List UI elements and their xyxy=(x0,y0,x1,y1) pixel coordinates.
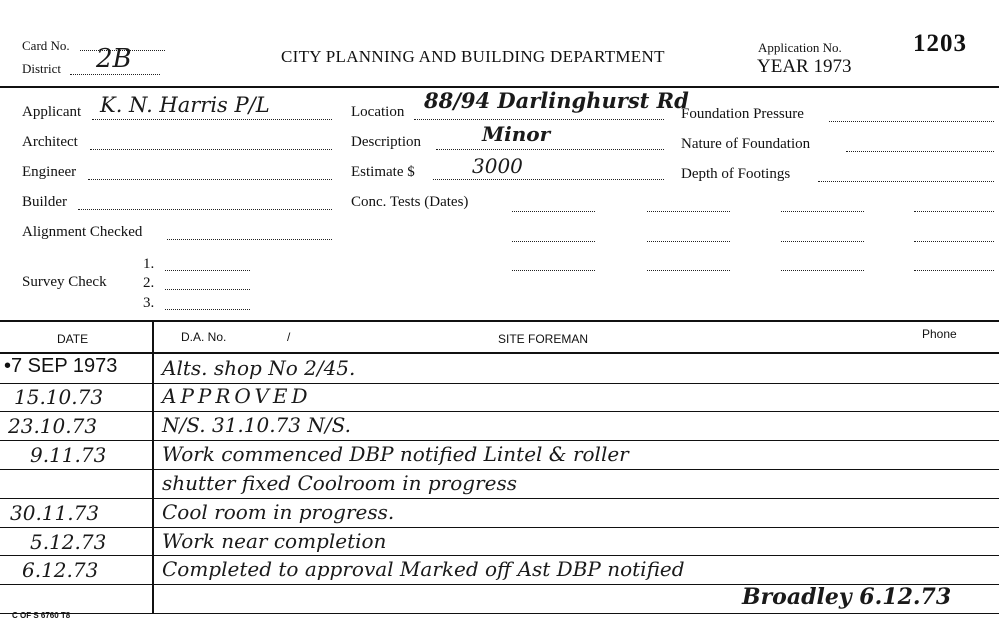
conc-test-line xyxy=(781,241,864,242)
application-no-label: Application No. xyxy=(758,40,842,55)
row-rule xyxy=(0,527,999,528)
survey-label: Survey Check xyxy=(22,274,107,290)
description-value: Minor xyxy=(482,122,551,146)
applicant-value: K. N. Harris P/L xyxy=(100,93,270,117)
applicant-line xyxy=(92,119,332,120)
nature-foundation-line xyxy=(846,151,994,152)
district-line xyxy=(70,74,160,75)
depth-footings-line xyxy=(818,181,994,182)
conc-test-line xyxy=(781,211,864,212)
district-value: 2B xyxy=(96,44,132,74)
col-slash-header: / xyxy=(287,330,291,344)
engineer-label: Engineer xyxy=(22,164,77,180)
conc-test-line xyxy=(512,270,595,271)
year-label: YEAR 1973 xyxy=(757,56,852,77)
depth-footings-label: Depth of Footings xyxy=(681,166,791,182)
row-1-date: •7 SEP 1973 xyxy=(4,355,118,377)
conc-test-line xyxy=(781,270,864,271)
row-rule xyxy=(0,469,999,470)
alignment-label: Alignment Checked xyxy=(22,224,143,240)
district-label: District xyxy=(22,61,61,76)
description-line xyxy=(436,149,664,150)
form-code: C OF S 6760 T8 xyxy=(12,611,71,620)
conc-test-line xyxy=(914,270,994,271)
conc-test-line xyxy=(647,211,730,212)
applicant-label: Applicant xyxy=(22,104,82,120)
survey-line-1 xyxy=(165,270,250,271)
location-label: Location xyxy=(351,104,405,120)
survey-item-1: 1. xyxy=(143,256,155,272)
conc-test-line xyxy=(647,270,730,271)
row-3-text: N/S. 31.10.73 N/S. xyxy=(162,413,351,437)
conc-test-line xyxy=(914,241,994,242)
row-rule xyxy=(0,613,999,614)
row-rule xyxy=(0,498,999,499)
description-label: Description xyxy=(351,134,421,150)
foundation-pressure-line xyxy=(829,121,994,122)
estimate-value: 3000 xyxy=(472,154,523,178)
estimate-label: Estimate $ xyxy=(351,164,415,180)
row-2-text: APPROVED xyxy=(162,384,312,408)
log-top-border xyxy=(0,320,999,322)
conc-test-line xyxy=(914,211,994,212)
col-phone-header: Phone xyxy=(922,327,957,341)
survey-line-2 xyxy=(165,289,250,290)
row-8-date: 6.12.73 xyxy=(22,558,99,582)
row-3-date: 23.10.73 xyxy=(8,414,98,438)
survey-item-2: 2. xyxy=(143,275,155,291)
location-value: 88/94 Darlinghurst Rd xyxy=(424,88,689,113)
row-rule xyxy=(0,555,999,556)
alignment-line xyxy=(167,239,332,240)
conc-tests-label: Conc. Tests (Dates) xyxy=(351,194,469,210)
nature-foundation-label: Nature of Foundation xyxy=(681,136,811,152)
estimate-line xyxy=(433,179,664,180)
col-da-header: D.A. No. xyxy=(181,330,227,344)
card-no-label: Card No. xyxy=(22,38,70,53)
log-header-border xyxy=(0,352,999,354)
row-6-date: 30.11.73 xyxy=(10,501,100,525)
conc-test-line xyxy=(512,211,595,212)
engineer-line xyxy=(88,179,332,180)
conc-test-line xyxy=(512,241,595,242)
row-rule xyxy=(0,383,999,384)
foreman-signature: Broadley 6.12.73 xyxy=(742,584,952,610)
col-date-header: DATE xyxy=(57,332,89,346)
row-8-text: Completed to approval Marked off Ast DBP notified xyxy=(162,557,685,581)
row-7-date: 5.12.73 xyxy=(30,530,107,554)
architect-label: Architect xyxy=(22,134,78,150)
department-title: CITY PLANNING AND BUILDING DEPARTMENT xyxy=(281,47,665,66)
location-line xyxy=(414,119,664,120)
row-1-text: Alts. shop No 2/45. xyxy=(162,356,356,380)
application-no-value: 1203 xyxy=(913,30,967,57)
survey-item-3: 3. xyxy=(143,295,155,311)
row-6-text: Cool room in progress. xyxy=(162,500,395,524)
builder-label: Builder xyxy=(22,194,67,210)
architect-line xyxy=(90,149,332,150)
row-4-date: 9.11.73 xyxy=(30,443,107,467)
row-rule xyxy=(0,411,999,412)
row-4-text: Work commenced DBP notified Lintel & roller xyxy=(162,442,629,466)
foundation-pressure-label: Foundation Pressure xyxy=(681,106,804,122)
row-5-text: shutter fixed Coolroom in progress xyxy=(162,471,517,495)
date-column-divider xyxy=(152,320,154,614)
row-2-date: 15.10.73 xyxy=(14,385,104,409)
survey-line-3 xyxy=(165,309,250,310)
col-foreman-header: SITE FOREMAN xyxy=(498,332,589,346)
conc-test-line xyxy=(647,241,730,242)
row-rule xyxy=(0,440,999,441)
row-7-text: Work near completion xyxy=(162,529,387,553)
builder-line xyxy=(78,209,332,210)
